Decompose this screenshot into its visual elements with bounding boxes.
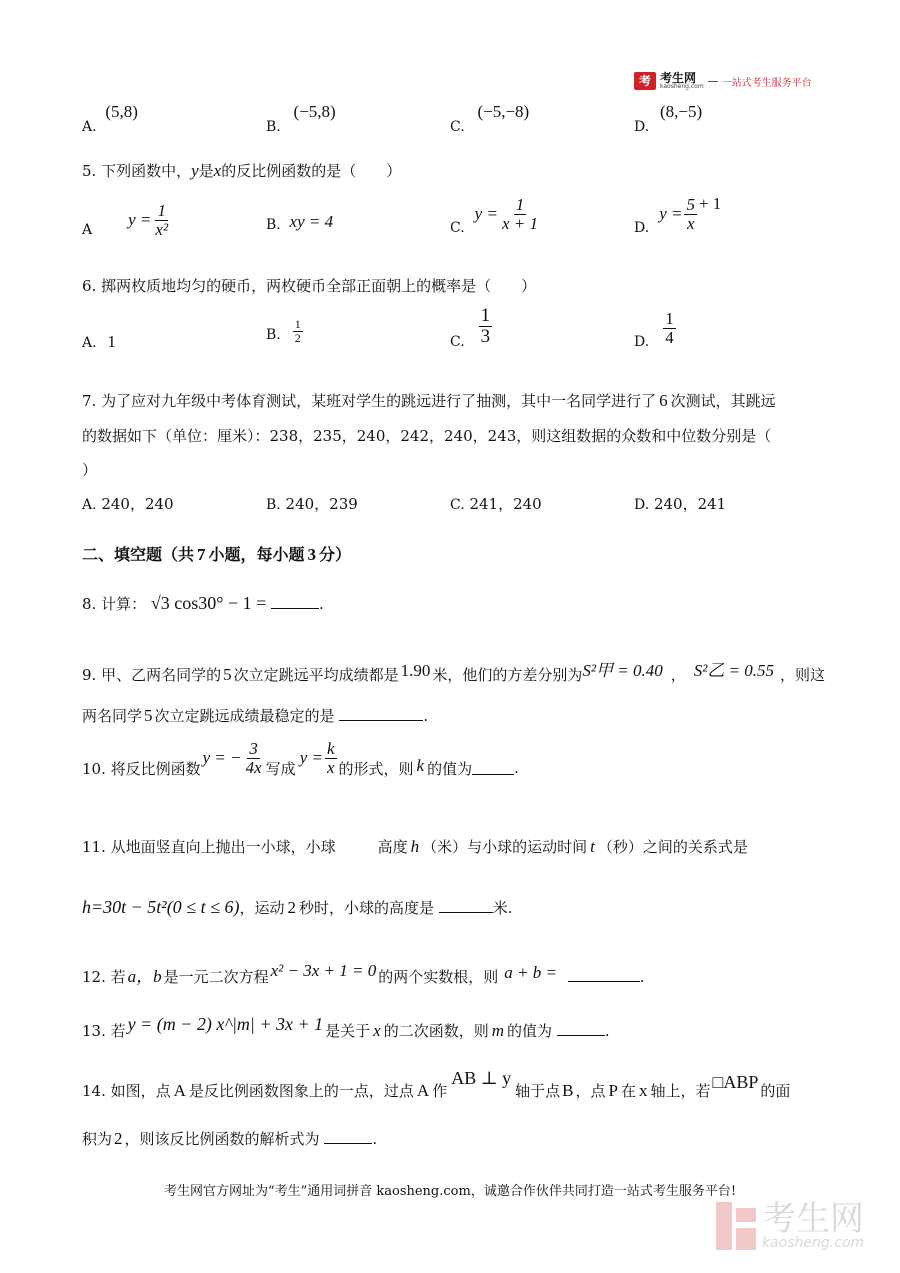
q7-option-a: A. 240，240 <box>82 495 174 513</box>
q11-line1: 11. 从地面竖直向上抛出一小球，小球 高度 h （米）与小球的运动时间 t （秒）之间的关系式是 <box>82 837 748 856</box>
q13-answer-blank[interactable] <box>557 1022 605 1036</box>
watermark-name: 考生网 <box>762 1199 864 1239</box>
q5-option-a: A y = $\frac{1}{\text{x²}}$ <box>82 201 169 239</box>
q7-option-d: D. 240，241 <box>634 495 727 513</box>
logo-name: 考生网 <box>660 71 697 85</box>
q9-line1: 9. 甲、乙两名同学的 5 次立定跳远平均成绩都是 1.90 米，他们的方差分别为S²甲 = 0.40 ， S²乙 = 0.55 ，则这 <box>82 661 826 684</box>
q6-stem: 6. 掷两枚质地均匀的硬币，两枚硬币全部正面朝上的概率是（ ） <box>82 277 537 295</box>
q14-line1: 14. 如图，点 A 是反比例函数图象上的一点，过点 A 作AB ⊥ y轴于点 B ，点 P 在 x 轴上，若 □ABP 的面 <box>82 1068 791 1100</box>
watermark-logo-icon <box>716 1202 756 1250</box>
header-logo <box>634 72 812 90</box>
logo-icon: 考 <box>634 72 656 90</box>
q4-option-b: B. (−5,8) <box>266 102 336 135</box>
q4-option-a: A. (5,8) <box>82 102 138 135</box>
q8: 8. 计算： √3 cos30° − 1 = . <box>82 593 324 613</box>
q12-answer-blank[interactable] <box>568 968 640 982</box>
q11-answer-blank[interactable] <box>439 899 493 913</box>
q12: 12. 若 a，b 是一元二次方程 x² − 3x + 1 = 0 的两个实数根，则 a + b = . <box>82 961 645 986</box>
q7-line1: 7. 为了应对九年级中考体育测试，某班对学生的跳远进行了抽测，其中一名同学进行了 6 次测试，其跳远 <box>82 391 776 410</box>
q4-option-c: C. (−5,−8) <box>450 102 530 135</box>
q7-option-b: B. 240，239 <box>266 495 358 513</box>
q8-answer-blank[interactable] <box>271 595 319 609</box>
q6-option-d: D. $\frac{1}{4}$ <box>634 309 674 351</box>
q9-line2: 两名同学 5 次立定跳远成绩最稳定的是 . <box>82 706 429 725</box>
q5-option-c: C. y = $\frac{1}{x + 1}$ <box>450 195 538 237</box>
q6-option-c: C. $\frac{1}{3}$ <box>450 305 491 351</box>
footer-text: 考生网官方网址为“考生”通用词拼音 kaosheng.com，诚邀合作伙伴共同打造一站式考生服务平台! <box>163 1184 737 1199</box>
q9-answer-blank[interactable] <box>339 707 423 721</box>
watermark-domain: kaosheng.com <box>762 1235 865 1251</box>
q5-option-d: D. y = $\frac{5}{x}$ + 1 <box>634 194 722 237</box>
q14-line2: 积为 2 ，则该反比例函数的解析式为 . <box>82 1129 378 1148</box>
q5-option-b: B. xy = 4 <box>266 212 334 233</box>
q13: 13. 若 y = (m − 2) x^|m| + 3x + 1 是关于 x 的二次函数，则 m 的值为 . <box>82 1014 610 1040</box>
q7-line2: 的数据如下（单位：厘米）：238，235，240，242，240，243，则这组数据的众数和中位数分别是（ <box>82 427 772 445</box>
q10-answer-blank[interactable] <box>472 761 514 775</box>
logo-domain: kaosheng.com <box>660 83 704 90</box>
q7-line3: ） <box>82 461 98 479</box>
q7-option-c: C. 241，240 <box>450 495 542 513</box>
q4-option-d: D. (8,−5) <box>634 102 703 135</box>
logo-slogan: 一站式考生服务平台 <box>721 77 812 89</box>
section-2-heading: 二、填空题（共 7 小题，每小题 3 分） <box>82 545 352 564</box>
q5-stem: 5. 下列函数中，y是x的反比例函数的是（ ） <box>82 161 402 180</box>
q6-option-b: B. $\frac{1}{2}$ <box>266 317 301 345</box>
q14-answer-blank[interactable] <box>324 1130 372 1144</box>
q11-line2: h=30t − 5t²(0 ≤ t ≤ 6)，运动 2 秒时，小球的高度是 米. <box>82 897 513 917</box>
watermark <box>716 1199 865 1251</box>
q6-option-a: A. 1 <box>82 332 116 351</box>
q10: 10. 将反比例函数 y = − $\frac{3}{4x}$ 写成 y = $\frac{k}{x}$ 的形式，则 k 的值为 . <box>82 739 519 778</box>
